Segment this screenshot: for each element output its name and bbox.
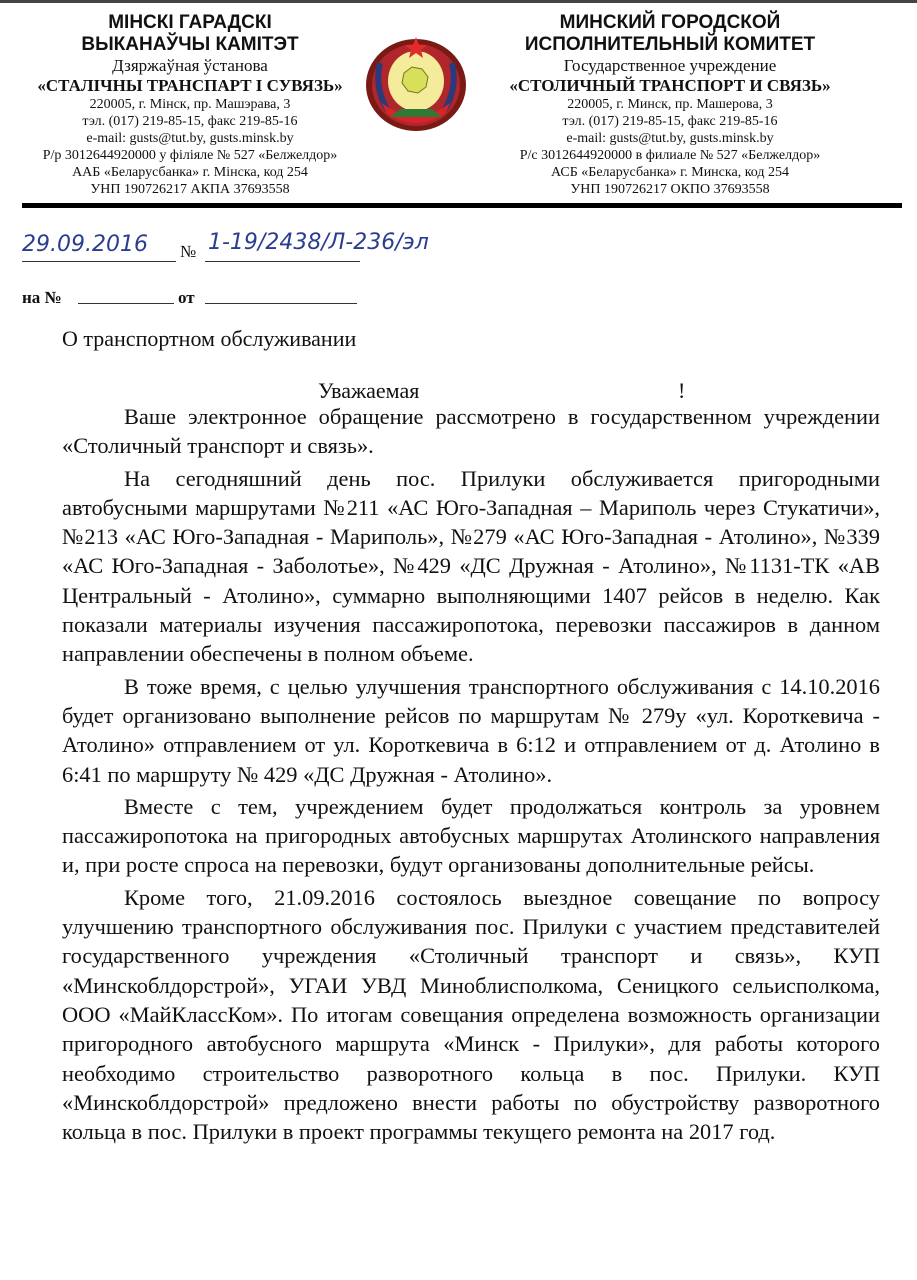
paragraph: Вместе с тем, учреждением будет продолжаться контроль за уровнем пассажиропотока на пригородных автобусных маршрутах Атолинского направления и, при росте спроса на перевозки, будут организованы дополнительные рейсы. — [62, 793, 880, 878]
account: Р/р 3012644920000 у філіяле № 527 «Белжелдор» — [42, 148, 338, 163]
letter-subject: О транспортном обслуживании — [62, 326, 357, 351]
paragraph: В тоже время, с целью улучшения транспортного обслуживания с 14.10.2016 будет организовано выполнение рейсов по маршрутам № 279у «ул. Короткевича - Атолино» отправлением от ул. Короткевича в 6:12 и отправлением от д. Атолино в 6:41 по маршруту № 429 «ДС Дружная - Атолино». — [62, 673, 880, 787]
email: e-mail: gusts@tut.by, gusts.minsk.by — [86, 131, 294, 146]
email: e-mail: gusts@tut.by, gusts.minsk.by — [566, 131, 774, 146]
bank: ААБ «Беларусбанка» г. Мінска, код 254 — [72, 165, 308, 180]
reply-to-label: на № — [22, 288, 62, 307]
org-line2: ВЫКАНАЎЧЫ КАМІТЭТ — [81, 34, 299, 55]
header-belarusian — [10, 12, 370, 198]
from-label: от — [178, 288, 195, 307]
phone: тэл. (017) 219-85-15, факс 219-85-16 — [82, 114, 298, 129]
bank: АСБ «Беларусбанка» г. Минска, код 254 — [551, 165, 789, 180]
paragraph: Кроме того, 21.09.2016 состоялось выездное совещание по вопросу улучшению транспортного обслуживания пос. Прилуки с участием представителей государственного учреждения «Столичный транспорт и связь», КУП «Минскоблдорстрой», УГАИ УВД Миноблисполкома, Сеницкого сельисполкома, ООО «МайКлассКом». По итогам совещания определена возможность организации пригородного автобусного маршрута «Минск - Прилуки», для работы которого необходимо строительство разворотного кольца в пос. Прилуки. КУП «Минскоблдорстрой» предложено внести работы по обустройству разворотного кольца в пос. Прилуки в проект программы текущего ремонта на 2017 год. — [62, 884, 880, 1145]
reply-number-blank — [78, 303, 174, 304]
org-line2: ИСПОЛНИТЕЛЬНЫЙ КОМИТЕТ — [524, 34, 816, 55]
letter-body — [62, 402, 880, 1149]
greeting: Уважаемая — [318, 378, 420, 403]
reply-date-blank — [205, 303, 357, 304]
greeting-exclamation: ! — [678, 378, 686, 403]
institution-name: «СТОЛИЧНЫЙ ТРАНСПОРТ И СВЯЗЬ» — [509, 76, 831, 95]
state-emblem-icon — [360, 33, 472, 133]
address: 220005, г. Минск, пр. Машерова, 3 — [567, 97, 773, 112]
number-underline — [205, 261, 360, 262]
ids: УНП 190726217 АКПА 37693558 — [90, 182, 290, 197]
paragraph: На сегодняшний день пос. Прилуки обслуживается пригородными автобусными маршрутами №211 «АС Юго-Западная – Мариполь через Стукатичи», №213 «АС Юго-Западная - Мариполь», №279 «АС Юго-Западная - Атолино», №339 «АС Юго-Западная - Заболотье», №429 «ДС Дружная - Атолино», №1131-ТК «АВ Центральный - Атолино», суммарно выполняющими 1407 рейсов в неделю. Как показали материалы изучения пассажиропотока, перевозки пассажиров в данном направлении обеспечены в полном объеме. — [62, 465, 880, 667]
phone: тэл. (017) 219-85-15, факс 219-85-16 — [562, 114, 778, 129]
registration-number: 1-19/2438/Л-236/эл — [208, 230, 429, 255]
header-russian — [470, 12, 870, 198]
ids: УНП 190726217 ОКПО 37693558 — [570, 182, 770, 197]
institution-type: Дзяржаўная ўстанова — [112, 56, 268, 75]
registration-date: 29.09.2016 — [22, 232, 148, 257]
org-line1: МИНСКИЙ ГОРОДСКОЙ — [559, 12, 781, 33]
institution-type: Государственное учреждение — [563, 56, 777, 75]
institution-name: «СТАЛІЧНЫ ТРАНСПАРТ І СУВЯЗЬ» — [37, 76, 343, 95]
date-underline — [22, 261, 176, 262]
account: Р/с 3012644920000 в филиале № 527 «Белжелдор» — [519, 148, 821, 163]
address: 220005, г. Мінск, пр. Машэрава, 3 — [89, 97, 291, 112]
header-rule — [22, 203, 902, 208]
number-label: № — [180, 242, 197, 261]
paragraph: Ваше электронное обращение рассмотрено в государственном учреждении «Столичный транспорт и связь». — [62, 404, 880, 459]
top-border — [0, 0, 917, 3]
org-line1: МІНСКІ ГАРАДСКІ — [108, 12, 272, 33]
